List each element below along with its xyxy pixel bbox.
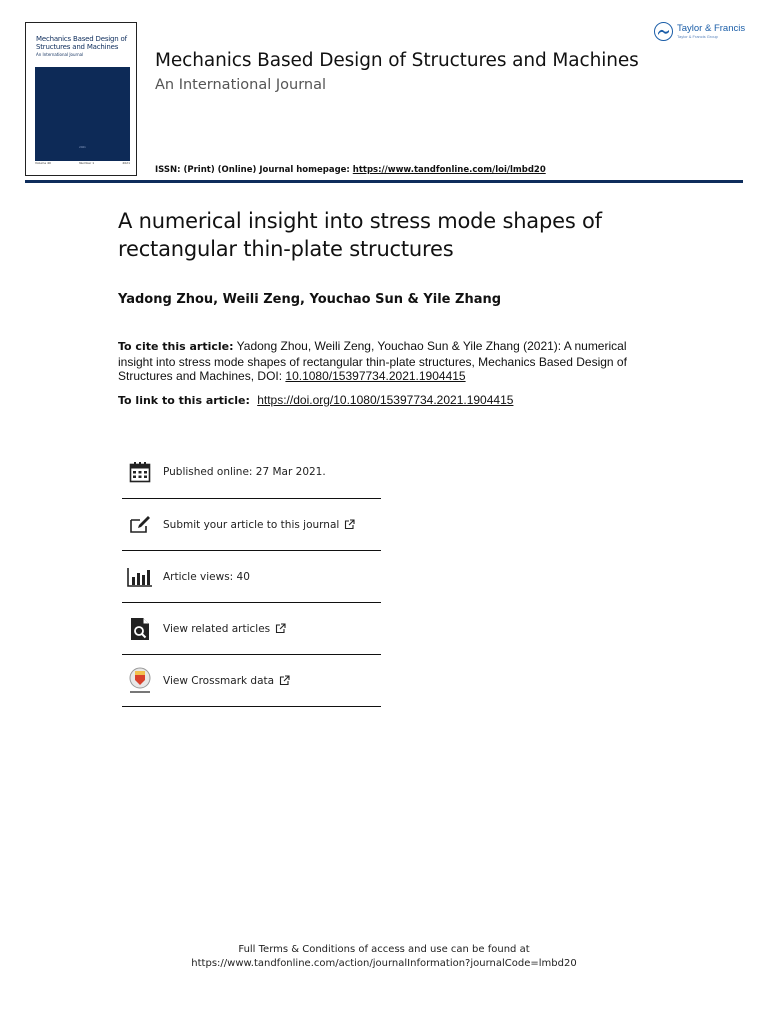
journal-subtitle: An International Journal xyxy=(155,77,327,93)
crossmark-link[interactable]: View Crossmark data xyxy=(163,674,275,687)
publisher-group: Taylor & Francis Group xyxy=(677,34,718,39)
article-doi-url[interactable]: https://doi.org/10.1080/15397734.2021.1904415 xyxy=(257,393,514,407)
published-online-row xyxy=(122,445,381,499)
external-link-icon xyxy=(279,675,290,686)
cover-footer xyxy=(35,161,130,165)
cite-text: Yadong Zhou, Weili Zeng, Youchao Sun & Yile Zhang (2021): A numerical insight into stress mode shapes of rectangular thin-plate structures, Mechanics Based Design of Structures and Machines, DOI: xyxy=(118,339,627,383)
taylor-francis-logo-icon xyxy=(654,22,673,41)
cover-year-foot: 2021 xyxy=(122,161,130,165)
submit-article-link[interactable]: Submit your article to this journal xyxy=(163,518,340,531)
edit-icon xyxy=(127,512,153,538)
article-views: Article views: 40 xyxy=(163,570,250,583)
terms-footer xyxy=(0,943,768,971)
header-divider-thick xyxy=(25,181,743,183)
journal-homepage-link[interactable]: https://www.tandfonline.com/loi/lmbd20 xyxy=(352,165,546,175)
article-views-row xyxy=(122,551,381,603)
doi-link[interactable]: 10.1080/15397734.2021.1904415 xyxy=(285,369,466,383)
cover-volume: Volume 40 xyxy=(35,161,51,165)
calendar-icon xyxy=(127,459,153,485)
article-authors: Yadong Zhou, Weili Zeng, Youchao Sun & Yile Zhang xyxy=(118,292,502,307)
external-link-icon xyxy=(344,519,355,530)
related-articles-link[interactable]: View related articles xyxy=(163,622,271,635)
crossmark-icon xyxy=(127,668,153,694)
article-title: A numerical insight into stress mode shapes of rectangular thin-plate structures xyxy=(118,209,602,261)
issn-label: ISSN: (Print) (Online) Journal homepage: xyxy=(155,165,353,175)
submit-article-row[interactable] xyxy=(122,499,381,551)
related-articles-row[interactable] xyxy=(122,603,381,655)
journal-title: Mechanics Based Design of Structures and Machines xyxy=(155,50,639,71)
citation xyxy=(118,339,658,384)
journal-cover xyxy=(25,22,137,176)
terms-url[interactable]: https://www.tandfonline.com/action/journalInformation?journalCode=lmbd20 xyxy=(191,958,577,969)
cover-subtitle: An International Journal xyxy=(36,52,84,57)
article-link-line xyxy=(118,393,513,407)
issn-line xyxy=(155,165,546,175)
cover-year: 2021 xyxy=(79,145,86,149)
published-date: Published online: 27 Mar 2021. xyxy=(163,465,326,478)
external-link-icon xyxy=(275,623,286,634)
crossmark-row[interactable] xyxy=(122,655,381,707)
cover-title: Mechanics Based Design of Structures and Machines xyxy=(36,35,127,51)
article-info-list xyxy=(122,445,381,707)
terms-text: Full Terms & Conditions of access and use can be found at xyxy=(238,944,530,955)
publisher-name: Taylor & Francis xyxy=(677,23,746,34)
publisher-logo[interactable] xyxy=(654,22,745,41)
cover-image xyxy=(35,67,130,161)
bar-chart-icon xyxy=(127,564,153,590)
link-label: To link to this article: xyxy=(118,394,250,407)
cite-label: To cite this article: xyxy=(118,340,234,353)
document-search-icon xyxy=(127,616,153,642)
cover-number: Number 1 xyxy=(79,161,95,165)
